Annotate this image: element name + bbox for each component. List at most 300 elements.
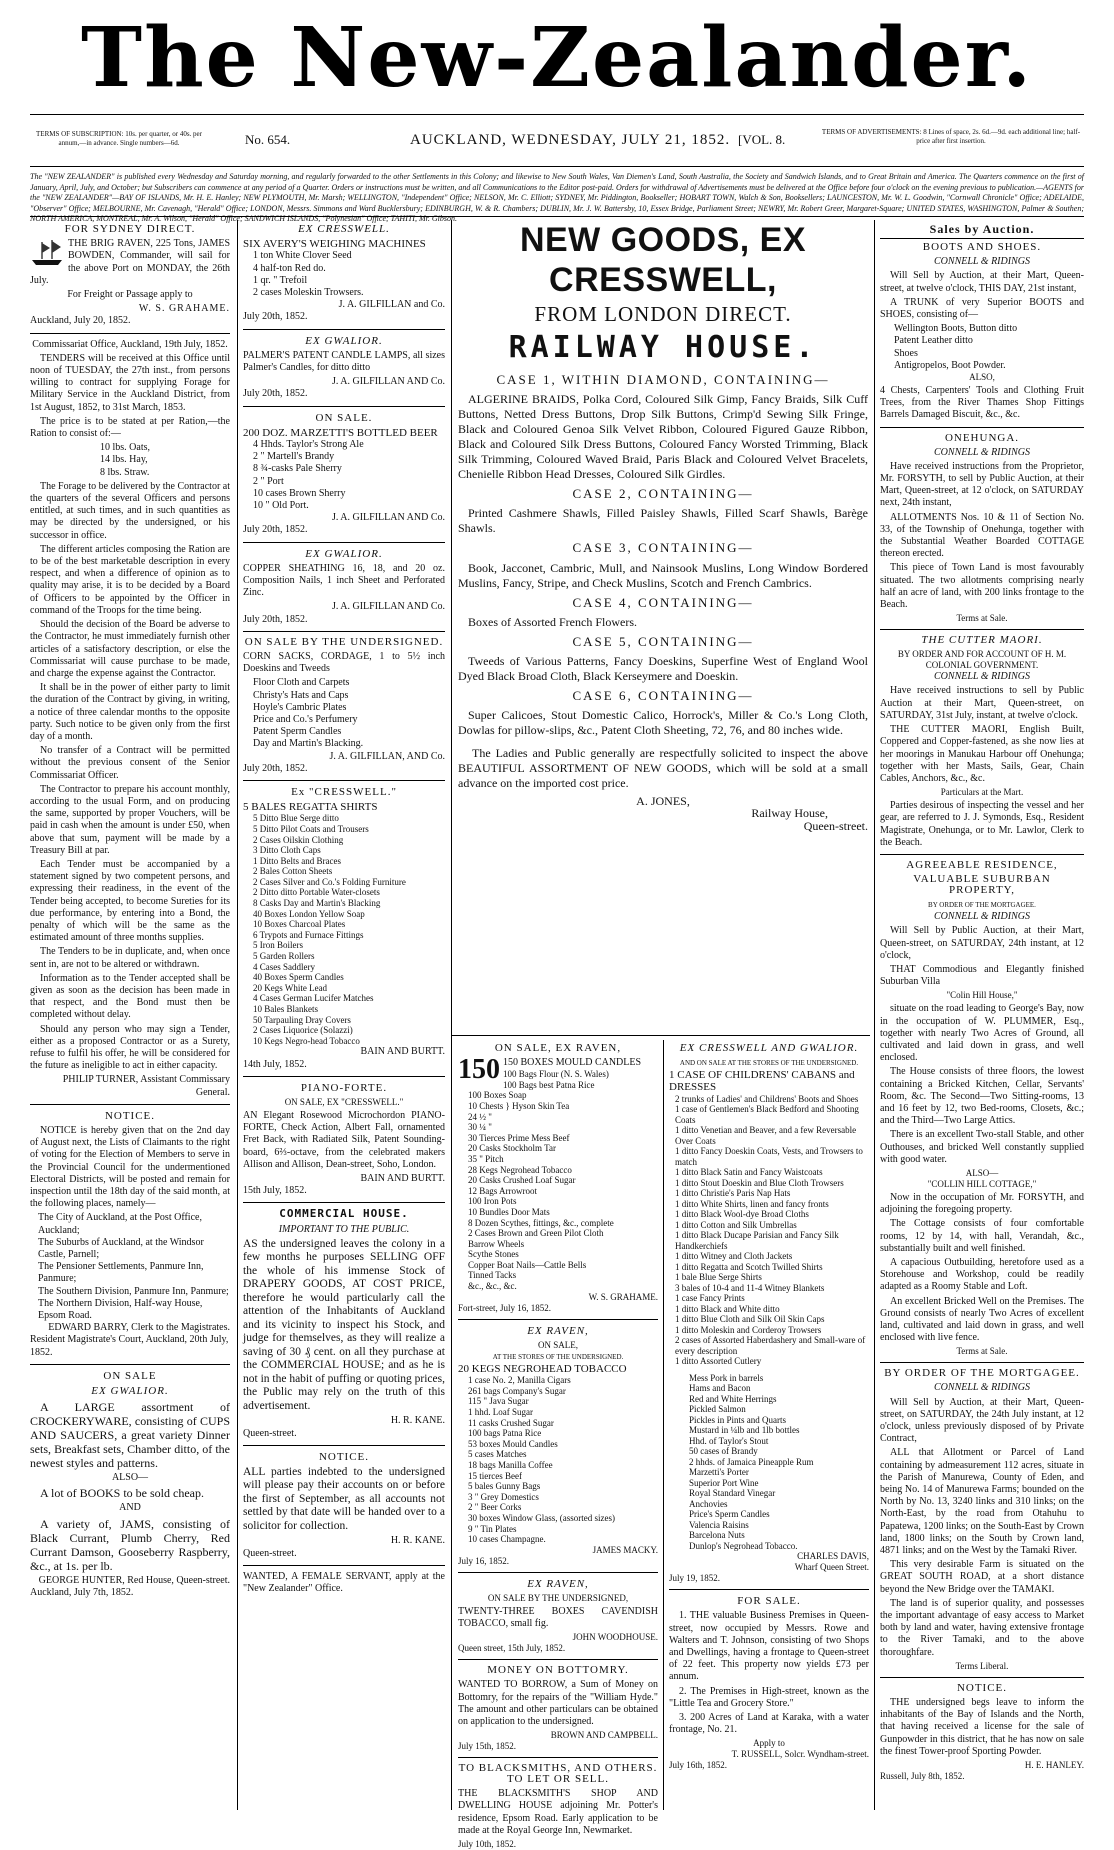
bales-item: 10 Kegs Negro-head Tobacco	[253, 1035, 360, 1046]
case3-body: Book, Jacconet, Cambric, Mull, and Nainsook Muslins, Long Window Bordered Muslins, Fancy, Stripe, and Check Muslins, Scotch and French Cambrics.	[458, 560, 868, 590]
agree-auctioneer: CONNELL & RIDINGS	[934, 911, 1030, 923]
raven-item: 100 Bags Flour (N. S. Wales)	[503, 1069, 609, 1080]
agree-text5: There is an excellent Two-stall Stable, and other Outhouses, and bricked Well constantly supplied with good water.	[880, 1129, 1084, 1165]
bales-item: 2 Ditto ditto Portable Water-closets	[253, 887, 380, 898]
volume-number: [VOL. 8.	[738, 132, 786, 147]
corn-list	[243, 677, 445, 750]
case4-body: Boxes of Assorted French Flowers.	[468, 614, 637, 629]
bales-item: 40 Boxes London Yellow Soap	[253, 908, 365, 919]
gwalior2-heading: EX GWALIOR.	[305, 547, 383, 560]
agree-subheading: VALUABLE SUBURBAN PROPERTY,	[913, 872, 1051, 896]
smith-text: THE BLACKSMITH'S SHOP AND DWELLING HOUSE adjoining Mr. Potter's residence, Epsom Road. Early application to be made at the Royal George Inn, Newmarket.	[458, 1788, 658, 1836]
bales-item: 5 Ditto Pilot Coats and Trousers	[253, 823, 369, 834]
divider	[458, 1659, 658, 1660]
raven-heading: ON SALE, EX RAVEN,	[494, 1042, 622, 1054]
ladies-text: The Ladies and Public generally are respectfully solicited to inspect the above BEAUTIFUL ASSORTMENT OF NEW GOODS, which will be sold at a small advance on the imported cost price.	[458, 746, 868, 791]
raven-lead: 150 BOXES MOULD CANDLES	[503, 1057, 642, 1068]
piano-heading: PIANO-FORTE.	[300, 1081, 388, 1094]
sydney-ad	[30, 238, 230, 287]
col4-item: 1 ditto Stout Doeskin and Blue Cloth Trowsers	[675, 1177, 844, 1188]
raven-date: Fort-street, July 16, 1852.	[458, 1302, 551, 1313]
cutter-order: BY ORDER AND FOR ACCOUNT OF H. M. COLONIAL GOVERNMENT.	[897, 649, 1067, 671]
boots-also: ALSO,	[969, 372, 995, 383]
raven2-item: 15 tierces Beef	[468, 1470, 522, 1481]
ship-icon	[30, 238, 64, 268]
bales-item: 4 Cases Saddlery	[253, 961, 315, 972]
tender-p6: It shall be in the power of either party to limit the duration of the Contract by giving, in writing, a notice of three calendar months to the opposite party. Such notice to be given only from the first day of a month.	[30, 682, 230, 742]
marzetti-lead: 200 DOZ. MARZETTI'S BOTTLED BEER	[243, 426, 438, 439]
divider	[458, 1572, 658, 1573]
divider	[243, 406, 445, 407]
raven3-sign: JOHN WOODHOUSE.	[572, 1632, 658, 1643]
raven-item: Barrow Wheels	[468, 1238, 525, 1249]
mortgagee-heading: BY ORDER OF THE MORTGAGEE.	[884, 1367, 1080, 1380]
col4-item: 1 ditto Black and White ditto	[675, 1303, 780, 1314]
raven-item: Tinned Tacks	[468, 1270, 517, 1281]
raven2-item: 100 bags Patna Rice	[468, 1428, 542, 1439]
onehunga-heading: ONEHUNGA.	[944, 431, 1020, 444]
smith-date: July 10th, 1852.	[458, 1839, 517, 1850]
raven-item: 30 Tierces Prime Mess Beef	[468, 1132, 570, 1143]
col4-item: 3 bales of 10-4 and 11-4 Witney Blankets	[675, 1282, 825, 1293]
sale-heading: ON SALE.	[315, 411, 373, 424]
also-label: ALSO—	[111, 1472, 149, 1484]
raven-item: &c., &c., &c.	[468, 1281, 517, 1292]
agree-text4: The House consists of three floors, the lowest containing a Bricked Kitchen, Cellar, Servants' Room, &c. The Second—Two Sitting-rooms, 13 and 16 feet by 12, two Bed-rooms, Closets, &c.; and the Third—Two Large Attics.	[880, 1066, 1084, 1127]
col4-item: 1 ditto Venetian and Beaver, and a few Reversable Over Coats	[675, 1125, 857, 1146]
col4-item2: Hams and Bacon	[689, 1383, 751, 1394]
mortgagee-text2: ALL that Allotment or Parcel of Land containing by admeasurement 112 acres, situate in the Parish of Manurewa, County of Eden, and being No. 14 of Manurewa Farms; bounded on the North by No. 13, 3240 links and 310 links; on the North-East, by the road from Otahuhu to Papatewa, 1200 links; on the South-East by Crown land, 1800 links; on the South by Crown land, 4871 links; and on the West by the Tamaki River.	[880, 1447, 1084, 1557]
marzetti-item: 2 " Port	[253, 475, 284, 487]
ration-item: 14 lbs. Hay,	[100, 454, 148, 466]
sydney-sign: W. S. GRAHAME.	[138, 303, 230, 315]
cutter-text: Have received instructions to sell by Public Auction at their Mart, Queen-street, on SATURDAY, 31st July, instant, at twelve o'clock.	[880, 685, 1084, 721]
col4-item: 1 ditto Blue Cloth and Silk Oil Skin Caps	[675, 1314, 825, 1325]
raven-item: Scythe Stones	[468, 1249, 519, 1260]
commissariat-office: Commissariat Office, Auckland, 19th July, 1852.	[32, 338, 228, 350]
divider	[243, 780, 445, 781]
col4-item2: Royal Standard Vinegar	[689, 1488, 776, 1499]
raven-item: 12 Bags Arrowroot	[468, 1185, 537, 1196]
money-date: July 15th, 1852.	[458, 1741, 517, 1752]
corn-item: Hoyle's Cambric Plates	[253, 701, 347, 713]
col4-list	[669, 1094, 869, 1367]
marzetti-item: 10 cases Brown Sherry	[253, 487, 346, 499]
bales-item: 10 Boxes Charcoal Plates	[253, 919, 346, 930]
bales-lead: 5 BALES REGATTA SHIRTS	[243, 801, 378, 814]
divider	[243, 631, 445, 632]
col4-item2: Anchovies	[689, 1498, 728, 1509]
case3-heading: CASE 3, CONTAINING—	[572, 540, 754, 556]
ration-item: 8 lbs. Straw.	[100, 466, 150, 478]
info-rule	[30, 166, 1084, 167]
district-item: The City of Auckland, at the Post Office, Auckland;	[38, 1212, 202, 1236]
col4-item2: Marzetti's Porter	[689, 1467, 749, 1478]
agree-text7: The Cottage consists of four comfortable rooms, 12 by 14, with hall, Verandah, &c., substantially built and well finished.	[880, 1218, 1084, 1254]
col4-item2: Hhd. of Taylor's Stout	[689, 1435, 769, 1446]
raven-item: 28 Kegs Negrohead Tobacco	[468, 1164, 572, 1175]
raven2-item: 3 " Grey Domestics	[468, 1491, 539, 1502]
tender-p8: The Contractor to prepare his account monthly, according to the usual Form, and on producing the same, supported by proper Vouchers, will be paid in cash when the amount is under £50, when above that sum, payment will be made by a Treasury Bill at par.	[30, 783, 230, 856]
hunter-date: Auckland, July 7th, 1852.	[30, 1586, 134, 1598]
bales-item: 20 Kegs White Lead	[253, 982, 328, 993]
divider	[243, 329, 445, 330]
corn-item: Price and Co.'s Perfumery	[253, 713, 358, 725]
mortgagee-text: Will Sell by Auction, at their Mart, Queen-street, on SATURDAY, the 24th July instant, at 12 o'clock, unless previously disposed of by Private Contract,	[880, 1396, 1084, 1445]
jones-sign: A. JONES,	[636, 794, 690, 809]
forsale-heading: FOR SALE.	[737, 1595, 801, 1608]
boots-auctioneer: CONNELL & RIDINGS	[934, 256, 1030, 268]
cutter-text3: Parties desirous of inspecting the vessel and her gear, are referred to J. J. Symonds, Esq., Resident Magistrate, Onehunga, or to Mr. Lawlor, Clerk to the Beach.	[880, 800, 1084, 848]
piano-subheading: ON SALE, EX "CRESSWELL."	[284, 1097, 404, 1107]
publisher-notice: The "NEW ZEALANDER" is published every Wednesday and Saturday morning, and regularly forwarded to the other Settlements in this Colony; and likewise to New South Wales, Van Diemen's Land, South Australia, the Society and Sandwich Islands, and to Great Britain and America. The Quarters commence on the first of January, April, July, and October; but Subscribers can commence at any period of a Quarter. Orders or instructions must be written, and all Communications to the Editor post-paid. Orders for withdrawal of Advertisements must be delivered at the Office before four o'clock on the evening previous to publication.—AGENTS for the "NEW ZEALANDER"—BAY OF ISLANDS, Mr. H. E. Hanley; NEW PLYMOUTH, Mr. Marsh; WELLINGTON, "Independent" Office; NELSON, Mr. C. Elliott; SYDNEY, Mr. Piddington, Bookseller; HOBART TOWN, Walch & Son, Booksellers; LAUNCESTON, Mr. W. L. Goodwin, "Cornwall Chronicle" Office; ADELAIDE, "Observer" Office; MELBOURNE, Mr. Cavenagh, "Herald" Office; LONDON, Messrs. Simmons and Ward Bucklersbury; EDINBURGH, W. & R. Chambers; DUBLIN, Mr. J. W. Battersby, 10, Essex Bridge, Parliament Street; NEWRY, Mr. Robert Greer, Margaret-Square; UNITED STATES, WASHINGTON, Palmer & Southen; NORTH AMERICA, MONTREAL, Mr. A. Wilson, "Herald" Office; SANDWICH ISLANDS, "Polynesian" Office; TAHITI, Mr. Gibson.	[30, 172, 1084, 223]
piano-sign: BAIN AND BURTT.	[360, 1173, 445, 1185]
divider	[30, 1364, 230, 1365]
case5-heading: CASE 5, CONTAINING—	[572, 633, 754, 649]
boots-text2: A TRUNK of very Superior BOOTS and SHOES, consisting of—	[880, 296, 1084, 321]
onehunga-text: Have received instructions from the Proprietor, Mr. FORSYTH, to sell by Public Auction, at their Mart, Queen-street, at 12 o'clock, on SATURDAY next, 24th instant,	[880, 460, 1084, 509]
agree-text3: situate on the road leading to George's Bay, now in the occupation of W. PLUMMER, Esq., together with nearly Two Acres of Ground, all cultivated and laid down in grass, and well enclosed.	[880, 1003, 1084, 1064]
col4-item: 1 ditto Christie's Paris Nap Hats	[675, 1188, 791, 1199]
col4-sign: CHARLES DAVIS,	[797, 1551, 869, 1562]
raven-item: 30 ¼ "	[468, 1122, 492, 1133]
commercial-date: Queen-street.	[243, 1427, 297, 1439]
col4-item: 1 ditto Black Wool-dye Broad Cloths	[675, 1209, 809, 1220]
cutter-text2: THE CUTTER MAORI, English Built, Coppered and Copper-fastened, as she now lies at her moorings in Manukau Harbour off Onehunga; together with her Masts, Sails, Gear, Chain Cables, Anchors, &c., &c.	[880, 724, 1084, 784]
money-heading: MONEY ON BOTTOMRY.	[487, 1664, 629, 1677]
agree-text8: A capacious Outbuilding, heretofore used as a Storehouse and Workshop, could be readily adapted as a Roomy Stable and Loft.	[880, 1257, 1084, 1293]
col4-lead: 1 CASE OF CHILDRENS' CABANS and DRESSES	[669, 1069, 855, 1094]
notice2-text: ALL parties indebted to the undersigned will please pay their accounts on or before the first of September, as all accounts not settled by that date will be handed over to a solicitor for collection.	[243, 1465, 445, 1532]
raven2-item: 18 bags Manilla Coffee	[468, 1460, 553, 1471]
col4-date: July 19, 1852.	[669, 1573, 721, 1584]
avery-item: 2 cases Moleskin Trowsers.	[253, 287, 364, 299]
corn-item: Patent Sperm Candles	[253, 726, 342, 738]
bales-item: 2 Cases Oilskin Clothing	[253, 834, 344, 845]
main-title: NEW GOODS, EX CRESSWELL,	[519, 221, 807, 299]
bales-date: 14th July, 1852.	[243, 1058, 307, 1070]
avery-item: 4 half-ton Red do.	[253, 262, 326, 274]
col4-item: 1 ditto Assorted Cutlery	[675, 1356, 762, 1367]
column-rule	[451, 220, 452, 1810]
column-2	[243, 220, 445, 1810]
tender-p3: The Forage to be delivered by the Contractor at the quarters of the several Officers and persons entitled, at such times, and in such quantities as may be directed by the undersigned, or his successor in office.	[30, 480, 230, 541]
col4-item: 1 ditto Black Satin and Fancy Waistcoats	[675, 1167, 823, 1178]
raven2-item: 11 casks Crushed Sugar	[468, 1417, 554, 1428]
col4-item: 1 ditto Moleskin and Corderoy Trowsers	[675, 1324, 822, 1335]
col4-item: 1 bale Blue Serge Shirts	[675, 1272, 762, 1283]
notice-heading: NOTICE.	[104, 1109, 156, 1122]
raven2-item: 5 bales Gunny Bags	[468, 1481, 541, 1492]
avery-item: 1 qr. " Trefoil	[253, 274, 308, 286]
forsale-sign: T. RUSSELL, Solcr. Wyndham-street.	[731, 1749, 869, 1760]
divider	[669, 1589, 869, 1590]
bales-list	[243, 813, 445, 1046]
raven-item: 100 Bags best Patna Rice	[503, 1079, 595, 1090]
corn-item: Day and Martin's Blacking.	[253, 738, 364, 750]
col4-heading: EX CRESSWELL AND GWALIOR.	[679, 1042, 859, 1054]
palmer-date: July 20th, 1852.	[243, 388, 308, 400]
sydney-date: Auckland, July 20, 1852.	[30, 315, 131, 327]
info-bar	[30, 116, 1084, 166]
col4-item: 1 ditto Regatta and Scotch Twilled Shirts	[675, 1261, 823, 1272]
case6-heading: CASE 6, CONTAINING—	[572, 688, 754, 704]
main-subtitle: FROM LONDON DIRECT.	[534, 302, 792, 326]
onsale-heading: ON SALE	[103, 1369, 157, 1382]
notice2-sign: H. R. KANE.	[390, 1535, 445, 1547]
agree-order: BY ORDER OF THE MORTGAGEE.	[928, 900, 1036, 909]
col4-item: 2 trunks of Ladies' and Childrens' Boots and Shoes	[675, 1093, 859, 1104]
raven-item: 100 Boxes Soap	[468, 1090, 527, 1101]
colin-hill-cottage: "COLLIN HILL COTTAGE,"	[927, 1178, 1037, 1189]
mortgagee-text3: This very desirable Farm is situated on the GREAT SOUTH ROAD, at a short distance beyond the New Bridge over the TAMAKI.	[880, 1559, 1084, 1595]
onehunga-auctioneer: CONNELL & RIDINGS	[934, 446, 1030, 458]
raven3-subheading: ON SALE BY THE UNDERSIGNED,	[487, 1592, 629, 1603]
divider	[30, 1104, 230, 1105]
col4-item2: 2 hhds. of Jamaica Pineapple Rum	[689, 1456, 814, 1467]
bales-item: 3 Ditto Cloth Caps	[253, 845, 321, 856]
raven2-item: 1 case No. 2, Manilla Cigars	[468, 1375, 571, 1386]
raven-lead-number: 150	[458, 1054, 500, 1085]
raven-item: 35 " Pitch	[468, 1153, 504, 1164]
raven2-subheading2: AT THE STORES OF THE UNDERSIGNED.	[492, 1352, 624, 1361]
col4-item: 1 ditto Cotton and Silk Umbrellas	[675, 1219, 797, 1230]
hanley-date: Russell, July 8th, 1852.	[880, 1770, 965, 1781]
bales-item: 8 Casks Day and Martin's Blacking	[253, 898, 381, 909]
agree-heading: AGREEABLE RESIDENCE,	[906, 858, 1058, 871]
commercial-subheading: IMPORTANT TO THE PUBLIC.	[278, 1223, 410, 1235]
raven-item: 8 Dozen Scythes, fittings, &c., complete	[468, 1217, 614, 1228]
district-item: The Suburbs of Auckland, at the Windsor Castle, Parnell;	[38, 1236, 204, 1261]
undersigned-heading: ON SALE BY THE UNDERSIGNED.	[244, 635, 444, 648]
district-item: The Pensioner Settlements, Panmure Inn, Panmure;	[38, 1261, 204, 1285]
column-rule	[237, 220, 238, 1810]
col4-item: 1 ditto Witney and Cloth Jackets	[675, 1251, 793, 1262]
and-label: AND	[119, 1502, 141, 1514]
boots-item: Shoes	[894, 347, 918, 359]
onehunga-terms: Terms at Sale.	[956, 613, 1008, 624]
masthead-rule	[30, 114, 1084, 115]
railway-house-title: RAILWAY HOUSE.	[508, 330, 818, 365]
marzetti-item: 8 ¾-casks Pale Sherry	[253, 463, 342, 475]
bales-item: 50 Tarpauling Dray Covers	[253, 1014, 351, 1025]
boots-list	[880, 323, 1084, 372]
marzetti-sign: J. A. GILFILLAN AND Co.	[331, 512, 445, 524]
agree-text: Will Sell by Public Auction, at their Mart, Queen-street, on SATURDAY, 24th instant, at 12 o'clock,	[880, 925, 1084, 961]
avery-item: 1 ton White Clover Seed	[253, 250, 352, 262]
case1-heading: CASE 1, WITHIN DIAMOND, CONTAINING—	[496, 372, 830, 387]
col4-list2	[669, 1373, 869, 1552]
gwalior-heading: EX GWALIOR.	[305, 334, 383, 347]
hanley-notice-heading: NOTICE.	[956, 1681, 1008, 1694]
money-text: WANTED TO BORROW, a Sum of Money on Bottomry, for the repairs of the "William Hyde." The amount and other particulars can be obtained on application to the undersigned.	[458, 1679, 658, 1727]
raven-item: Copper Boat Nails—Cattle Bells	[468, 1259, 587, 1270]
tender-p5: Should the decision of the Board be adverse to the Contractor, he must immediately furnish other articles of a satisfactory description, or else the Commissariat will cause purchase to be made, and charge the expense against the Contractor.	[30, 619, 230, 679]
wanted-text: WANTED, A FEMALE SERVANT, apply at the "New Zealander" Office.	[243, 1570, 445, 1595]
raven-item: 20 Casks Stockholm Tar	[468, 1143, 556, 1154]
cresswell2-heading: Ex "CRESSWELL."	[291, 785, 397, 798]
hanley-sign: H. E. HANLEY.	[1024, 1759, 1084, 1770]
piano-date: 15th July, 1852.	[243, 1185, 307, 1197]
boots-text: Will Sell by Auction, at their Mart, Queen-street, at twelve o'clock, THIS DAY, 21st instant,	[880, 270, 1084, 294]
boots-item: Patent Leather ditto	[894, 335, 973, 347]
tender-p1: TENDERS will be received at this Office until noon of TUESDAY, the 27th inst., from persons willing to contract for supplying Forage for Military Service in the Auckland District, from 1st August, 1852, to 31st March, 1853.	[30, 352, 230, 413]
column-1	[30, 220, 230, 1810]
jones-place: Railway House,	[751, 806, 828, 821]
divider	[243, 1565, 445, 1566]
raven3-heading: EX RAVEN,	[527, 1577, 589, 1590]
case6-body: Super Calicoes, Stout Domestic Calico, Horrock's, Miller & Co.'s Long Cloth, Dowlas for pillow-slips, &c., Patent Cloth Sheeting, 72, 76, and 80 inches wide.	[458, 708, 868, 738]
col4-item2: Pickled Salmon	[689, 1404, 746, 1415]
onehunga-text3: This piece of Town Land is most favourably situated. The two allotments comprising nearly half an acre of land, with 200 links frontage to the Beach.	[880, 562, 1084, 611]
agree-text2: THAT Commodious and Elegantly finished Suburban Villa	[880, 963, 1084, 988]
tender-p7: No transfer of a Contract will be permitted without the previous consent of the Senior Commissariat Officer.	[30, 745, 230, 781]
bales-item: 1 Ditto Belts and Braces	[253, 855, 341, 866]
tender-p2: The price is to be stated at per Ration,—the Ration to consist of:—	[30, 415, 230, 440]
corn-item: Christy's Hats and Caps	[253, 689, 349, 701]
marzetti-item: 2 " Martell's Brandy	[253, 451, 335, 463]
case2-heading: CASE 2, CONTAINING—	[572, 486, 754, 502]
column-5	[880, 220, 1084, 1810]
ration-list	[30, 442, 230, 479]
raven2-sign: JAMES MACKY.	[592, 1544, 658, 1555]
marzetti-list	[243, 439, 445, 512]
col4-item2: Valencia Raisins	[689, 1519, 749, 1530]
money-sign: BROWN AND CAMPBELL.	[550, 1730, 658, 1741]
tender-p4: The different articles composing the Ration are to be of the best marketable description in every respect, and when a difference of opinion as to quality may arise, it is to be decided by a Board of Officers to be appointed by the Officer in command of the Troops for the time being.	[30, 543, 230, 616]
crockery-text: A LARGE assortment of CROCKERYWARE, consisting of CUPS AND SAUCERS, a great variety Dinner sets, Breakfast sets, Chamber ditto, of the newest styles and patterns.	[30, 1400, 230, 1471]
boots-text3: 4 Chests, Carpenters' Tools and Clothing Fruit Trees, from the River Thames Shop Fittings Barrels Damaged Biscuit, &c., &c.	[880, 385, 1084, 421]
tender-p12: Should any person who may sign a Tender, either as a proposed Contractor or as a Surety, refuse to fulfil his offer, he will be considered for the future as ineligible to act in either capacity.	[30, 1023, 230, 1072]
raven2-item: 5 cases Matches	[468, 1449, 527, 1460]
cutter-auctioneer: CONNELL & RIDINGS	[934, 671, 1030, 683]
divider	[880, 1362, 1084, 1363]
divider	[458, 1319, 658, 1320]
divider	[243, 1445, 445, 1446]
cutter-particulars: Particulars at the Mart.	[940, 787, 1024, 798]
onsale-subheading: EX GWALIOR.	[91, 1385, 169, 1398]
column-3	[458, 1040, 658, 1850]
raven2-heading: EX RAVEN,	[527, 1324, 589, 1337]
col4-item: 1 case Fancy Prints	[675, 1293, 745, 1304]
boots-item: Wellington Boots, Button ditto	[894, 323, 1018, 335]
avery-sign: J. A. GILFILLAN and Co.	[338, 299, 445, 311]
col4-subheading: AND ON SALE AT THE STORES OF THE UNDERSIGNED.	[679, 1059, 859, 1067]
bales-item: 2 Cases Liquorice (Solazzi)	[253, 1025, 353, 1036]
forsale-date: July 16th, 1852.	[669, 1760, 728, 1771]
piano-text: AN Elegant Rosewood Microchordon PIANO-FORTE, Check Action, Albert Fall, ornamented Fret Back, with Radiated Silk, Patent Sounding-board, 6⅔-octave, from the celebrated makers Allison and Allison, Dean-street, Soho, London.	[243, 1110, 445, 1170]
column-4	[669, 1040, 869, 1810]
bales-item: 5 Garden Rollers	[253, 951, 315, 962]
palmer-text: PALMER'S PATENT CANDLE LAMPS, all sizes Palmer's Candles, for ditto ditto	[243, 349, 445, 374]
divider	[880, 629, 1084, 630]
district-item: The Southern Division, Panmure Inn, Panmure;	[38, 1285, 229, 1297]
bales-item: 10 Bales Blankets	[253, 1004, 318, 1015]
raven2-item: 261 bags Company's Sugar	[468, 1385, 566, 1396]
bales-sign: BAIN AND BURTT.	[360, 1046, 445, 1058]
col4-item2: 50 cases of Brandy	[689, 1446, 758, 1457]
issue-number: No. 654.	[245, 132, 291, 147]
cresswell-heading: EX CRESSWELL.	[298, 223, 390, 235]
boots-heading: BOOTS AND SHOES.	[922, 241, 1042, 254]
bales-item: 5 Ditto Blue Serge ditto	[253, 813, 339, 824]
books-text: A lot of BOOKS to be sold cheap.	[40, 1486, 204, 1501]
marzetti-item: 10 " Old Port.	[253, 500, 309, 512]
district-list	[30, 1212, 230, 1322]
forsale-apply: Apply to	[753, 1738, 785, 1749]
railway-house-ad	[458, 220, 868, 833]
notice-date: Resident Magistrate's Court, Auckland, 20th July, 1852.	[30, 1334, 229, 1358]
col4-item2: Mustard in ¼lb and 1lb bottles	[689, 1425, 800, 1436]
col4-item2: Red and White Herrings	[689, 1393, 777, 1404]
col4-item: 1 case of Gentlemen's Black Bedford and Shooting Coats	[675, 1104, 859, 1125]
main-rule	[452, 1035, 870, 1036]
bales-item: 2 Bales Cotton Sheets	[253, 866, 333, 877]
raven2-subheading: ON SALE,	[538, 1339, 578, 1350]
raven3-text: TWENTY-THREE BOXES CAVENDISH TOBACCO, small fig.	[458, 1605, 658, 1630]
advertisement-terms: TERMS OF ADVERTISEMENTS: 8 Lines of space, 2s. 6d.—9d. each additional line; half-price after first insertion.	[821, 128, 1081, 145]
raven-item: 100 Iron Pots	[468, 1196, 517, 1207]
col4-item2: Price's Sperm Candles	[689, 1509, 770, 1520]
commercial-heading: COMMERCIAL HOUSE.	[279, 1207, 409, 1221]
smith-heading: TO BLACKSMITHS, AND OTHERS. TO LET OR SELL.	[458, 1762, 658, 1786]
hunter-sign: GEORGE HUNTER, Red House, Queen-street.	[38, 1574, 230, 1586]
case4-heading: CASE 4, CONTAINING—	[572, 594, 754, 610]
corn-date: July 20th, 1852.	[243, 762, 308, 774]
notice2-heading: NOTICE.	[318, 1450, 370, 1463]
corn-item: Floor Cloth and Carpets	[253, 677, 350, 689]
agree-also: ALSO—	[965, 1167, 999, 1178]
ration-item: 10 lbs. Oats,	[100, 442, 150, 454]
raven2-item: 2 " Beer Corks	[468, 1502, 522, 1513]
raven2-list	[458, 1375, 658, 1545]
col4-item2: Pickles in Pints and Quarts	[689, 1414, 786, 1425]
col4-item2: Dunlop's Negrohead Tobacco.	[689, 1540, 798, 1551]
divider	[880, 238, 1084, 239]
marzetti-item: 4 Hhds. Taylor's Strong Ale	[253, 439, 364, 451]
raven-item: 2 Cases Brown and Green Pilot Cloth	[468, 1228, 604, 1239]
raven2-item: 30 boxes Window Glass, (assorted sizes)	[468, 1513, 615, 1523]
col4-item: 2 cases of Assorted Haberdashery and Small-ware of every description	[675, 1335, 866, 1356]
raven2-item: 53 boxes Mould Candles	[468, 1438, 558, 1449]
forsale-2: 2. The Premises in High-street, known as the "Little Tea and Grocery Store."	[669, 1685, 869, 1709]
notice-rule	[30, 216, 1084, 217]
raven-list	[458, 1069, 658, 1291]
raven-sign: W. S. GRAHAME.	[588, 1291, 658, 1302]
copper-date: July 20th, 1852.	[243, 613, 308, 625]
bales-item: 2 Cases Silver and Co.'s Folding Furniture	[253, 876, 406, 887]
divider	[30, 333, 230, 334]
notice-sign: EDWARD BARRY, Clerk to the Magistrates.	[48, 1322, 230, 1334]
raven2-date: July 16, 1852.	[458, 1555, 510, 1566]
col4-item2: Barcelona Nuts	[689, 1530, 745, 1541]
col4-item2: Superior Port Wine	[689, 1477, 759, 1488]
bales-item: 6 Trypots and Furnace Fittings	[253, 929, 364, 940]
case2-body: Printed Cashmere Shawls, Filled Paisley Shawls, Filled Scarf Shawls, Barège Shawls.	[458, 506, 868, 536]
cutter-heading: THE CUTTER MAORI.	[921, 634, 1043, 647]
case5-body: Tweeds of Various Patterns, Fancy Doeskins, Superfine West of England Wool Dyed Black Broad Cloth, Black Kerseymere and Doeskin.	[458, 654, 868, 684]
copper-text: COPPER SHEATHING 16, 18, and 20 oz. Composition Nails, 1 inch Sheet and Perforated Zinc.	[243, 562, 445, 599]
col4-item: 1 ditto White Shirts, linen and fancy fronts	[675, 1198, 829, 1209]
divider	[243, 1202, 445, 1203]
sydney-freight: For Freight or Passage apply to	[67, 289, 193, 301]
auction-heading: Sales by Auction.	[929, 222, 1035, 236]
corn-text: CORN SACKS, CORDAGE, 1 to 5½ inch Doeskins and Tweeds	[243, 650, 445, 675]
raven2-item: 115 " Java Sugar	[468, 1396, 529, 1407]
case1-body: ALGERINE BRAIDS, Polka Cord, Coloured Silk Gimp, Fancy Braids, Silk Cuff Buttons, Netted Dress Buttons, Drop Silk Buttons, Crimp'd Sewing Silk Fringe, Black and Coloured Genoa Silk Velvet Ribbon, Coloured Figured Gauze Ribbon, Black and Coloured Silk Dress Buttons, Coloured Fancy Worsted Trimming, Black Silk Trimming, Coloured Waved Braid, Paris Black and Coloured Velvet Bracelets, Chenielle Ribbon Head Dresses, Coloured Silk Girdles.	[458, 392, 868, 482]
commercial-sign: H. R. KANE.	[390, 1415, 445, 1427]
hanley-notice-text: THE undersigned begs leave to inform the inhabitants of the Bay of Islands and the North, that having received a license for the sale of Gunpowder in this district, that he has now on sale the finest Tower-proof Sporting Powder.	[880, 1696, 1084, 1757]
